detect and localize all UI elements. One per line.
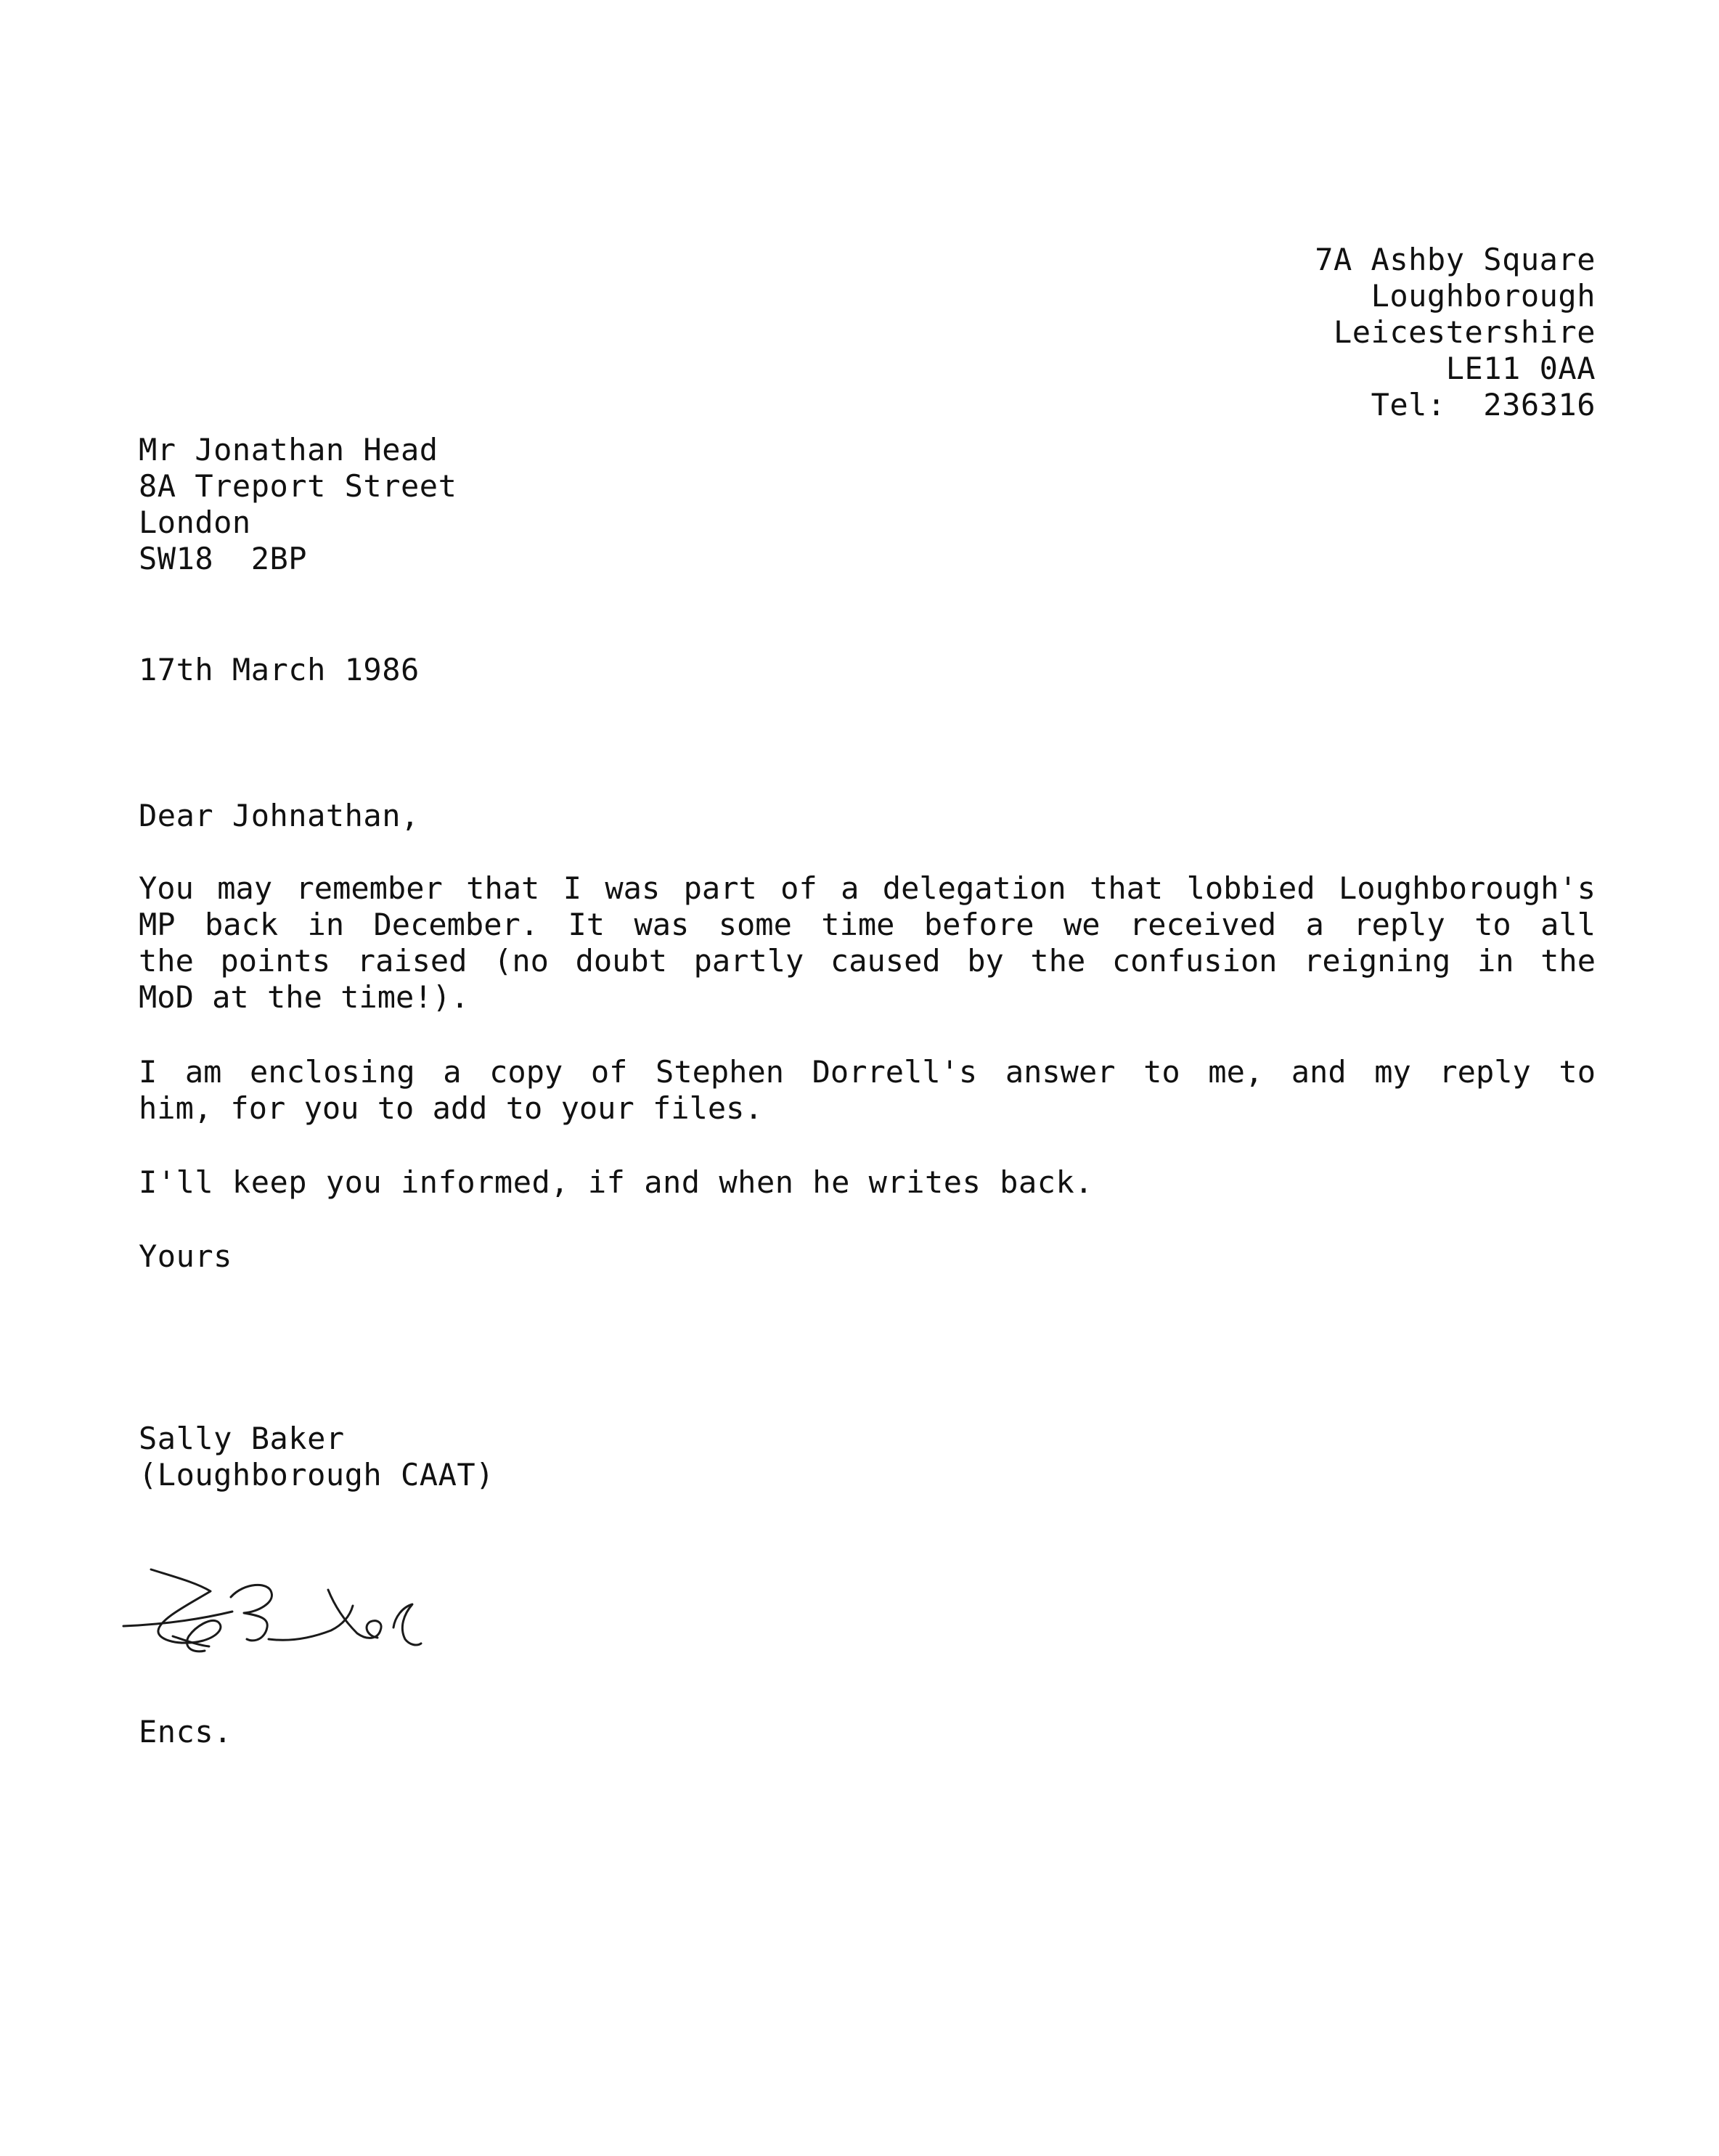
recipient-address bbox=[139, 432, 457, 577]
recipient-name: Mr Jonathan Head bbox=[139, 432, 438, 467]
body-paragraph-3: I'll keep you informed, if and when he writes back. bbox=[139, 1164, 1094, 1200]
handwritten-signature bbox=[116, 1561, 479, 1677]
recipient-street: 8A Treport Street bbox=[139, 468, 457, 504]
signatory-organisation: (Loughborough CAAT) bbox=[139, 1457, 494, 1493]
sender-telephone: Tel: 236316 bbox=[1371, 387, 1596, 422]
enclosures-note: Encs. bbox=[139, 1714, 232, 1749]
body-paragraph-1 bbox=[139, 870, 1596, 1016]
paragraph-line: the points raised (no doubt partly caused by the confusion reigning in the bbox=[139, 943, 1596, 979]
recipient-city: London bbox=[139, 505, 251, 540]
sender-address-line-1: 7A Ashby Square bbox=[1315, 242, 1596, 277]
sender-address bbox=[1315, 242, 1596, 423]
sender-address-postcode: LE11 0AA bbox=[1445, 351, 1596, 386]
paragraph-line: I am enclosing a copy of Stephen Dorrell's answer to me, and my reply to bbox=[139, 1054, 1596, 1090]
body-paragraph-2 bbox=[139, 1054, 1596, 1127]
signatory-name: Sally Baker bbox=[139, 1421, 345, 1456]
closing: Yours bbox=[139, 1238, 232, 1274]
paragraph-line: MP back in December. It was some time before we received a reply to all bbox=[139, 907, 1596, 942]
letter-date: 17th March 1986 bbox=[139, 652, 420, 687]
paragraph-line: MoD at the time!). bbox=[139, 979, 470, 1015]
salutation: Dear Johnathan, bbox=[139, 798, 420, 833]
sender-address-line-3: Leicestershire bbox=[1333, 314, 1596, 350]
sender-address-line-2: Loughborough bbox=[1371, 278, 1596, 314]
paragraph-line: him, for you to add to your files. bbox=[139, 1090, 763, 1126]
paragraph-line: You may remember that I was part of a delegation that lobbied Loughborough's bbox=[139, 870, 1596, 906]
recipient-postcode: SW18 2BP bbox=[139, 541, 308, 576]
